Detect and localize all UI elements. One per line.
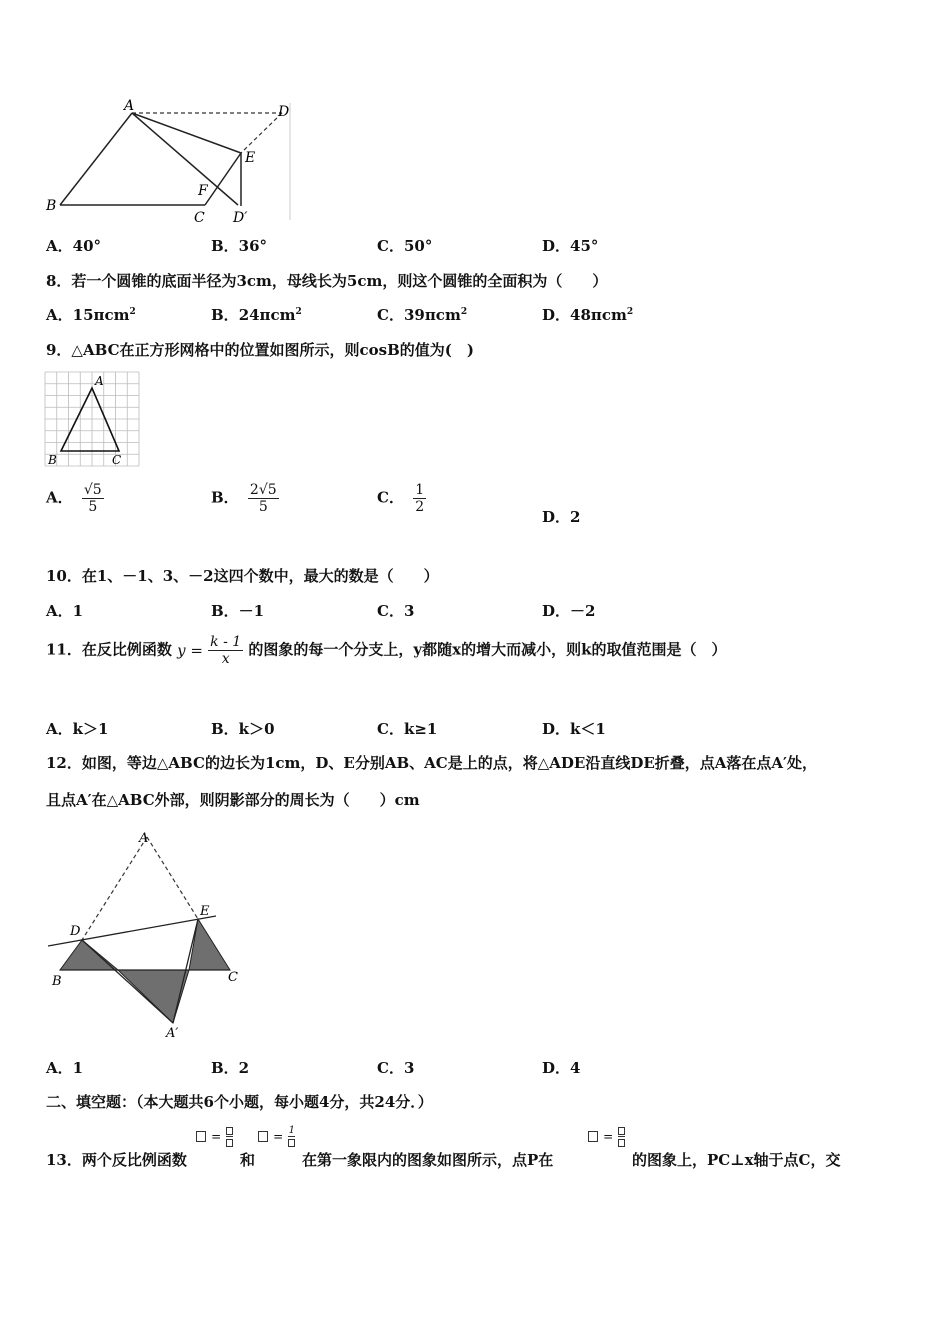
- fig7-line-ce: [205, 153, 241, 205]
- missing-glyph-icon: [618, 1127, 625, 1135]
- q13-mid: 在第一象限内的图象如图所示，点P在: [302, 1151, 554, 1169]
- fig7-label-c: C: [194, 210, 205, 226]
- fig7-label-b: B: [46, 198, 57, 214]
- q7-option-c: C．50°: [377, 237, 433, 255]
- q8-option-d: D．48πcm$^2$: [542, 306, 634, 324]
- q10-option-c: C．3: [377, 602, 415, 620]
- missing-glyph-icon: [226, 1139, 233, 1147]
- q10-option-a: A．1: [46, 602, 84, 620]
- q11-option-d: D．k＜1: [542, 720, 606, 738]
- q8-option-b: B．24πcm$^2$: [211, 306, 302, 324]
- q13-prefix: 13．两个反比例函数: [46, 1151, 187, 1169]
- q12-line-ac-dashed: [147, 837, 198, 919]
- missing-glyph-icon: [618, 1139, 625, 1147]
- missing-glyph-icon: [288, 1139, 295, 1147]
- q9-triangle-abc: [61, 388, 119, 451]
- fig7-label-f: F: [198, 183, 208, 199]
- fig7-label-e: E: [245, 150, 256, 166]
- fig7-label-d-prime: D′: [233, 210, 248, 226]
- q13-function-2: = 1: [258, 1125, 295, 1148]
- q12-text-line1: 12．如图，等边△ABC的边长为1cm，D、E分别AB、AC是上的点，将△ADE沿直线DE折叠，点A落在点A′处，: [46, 754, 818, 772]
- q9-option-b: B． $\frac{2√5}{5}$: [211, 482, 277, 515]
- q12-label-b: B: [52, 974, 62, 989]
- q12-option-b: B．2: [211, 1059, 250, 1077]
- q10-option-b: B．－1: [211, 602, 265, 620]
- q11-text: 11．在反比例函数 y = $\frac{k - 1}{x}$ 的图象的每一个分支上，y都随x的增大而减小，则k的取值范围是（ ）: [46, 634, 727, 667]
- fig7-line-de: [241, 113, 282, 153]
- q9-option-c: C． $\frac{1}{2}$: [377, 482, 425, 515]
- q13-function-3: =: [588, 1125, 625, 1148]
- q7-figure: [40, 98, 300, 228]
- q12-text-line2: 且点A′在△ABC外部，则阴影部分的周长为（ ）cm: [46, 791, 420, 809]
- q9-label-b: B: [48, 453, 57, 467]
- q10-option-d: D．－2: [542, 602, 596, 620]
- missing-glyph-icon: [588, 1131, 598, 1142]
- missing-glyph-icon: [196, 1131, 206, 1142]
- q7-option-d: D．45°: [542, 237, 599, 255]
- q9-grid-figure: [44, 371, 142, 469]
- q12-shaded-right: [189, 919, 230, 970]
- q9-label-a: A: [95, 374, 104, 388]
- q12-option-a: A．1: [46, 1059, 84, 1077]
- q8-option-a: A．15πcm$^2$: [46, 306, 136, 324]
- q12-label-a-prime: A′: [166, 1026, 179, 1040]
- q8-option-c: C．39πcm$^2$: [377, 306, 468, 324]
- q9-label-c: C: [112, 453, 122, 467]
- missing-glyph-icon: [258, 1131, 268, 1142]
- q12-label-c: C: [228, 970, 238, 985]
- q12-shaded-bottom: [118, 970, 189, 1023]
- q12-figure: [40, 825, 250, 1040]
- q9-option-d: D．2: [542, 508, 581, 526]
- fig7-label-a: A: [124, 98, 135, 114]
- q11-option-b: B．k＞0: [211, 720, 275, 738]
- q10-text: 10．在1、－1、3、－2这四个数中，最大的数是（ ）: [46, 567, 439, 585]
- section2-heading: 二、填空题：（本大题共6个小题，每小题4分，共24分．）: [46, 1093, 433, 1111]
- q9-text: 9．△ABC在正方形网格中的位置如图所示，则cosB的值为( ): [46, 341, 474, 359]
- fig7-line-ae: [132, 113, 241, 153]
- fig7-line-ad-prime: [132, 113, 238, 205]
- q8-text: 8．若一个圆锥的底面半径为3cm，母线长为5cm，则这个圆锥的全面积为（ ）: [46, 272, 608, 290]
- q13-suffix: 的图象上，PC⊥x轴于点C，交: [632, 1151, 841, 1169]
- q12-line-ab-dashed: [82, 837, 147, 940]
- q12-label-e: E: [200, 904, 210, 919]
- q11-option-c: C．k≥1: [377, 720, 438, 738]
- fig7-label-d: D: [278, 104, 290, 120]
- fig7-line-ab: [60, 113, 132, 205]
- q13-and: 和: [240, 1151, 256, 1169]
- q12-option-d: D．4: [542, 1059, 581, 1077]
- q7-option-b: B．36°: [211, 237, 268, 255]
- q7-option-a: A．40°: [46, 237, 102, 255]
- q9-option-a: A． $\frac{√5}{5}$: [46, 482, 102, 515]
- q12-label-d: D: [70, 924, 81, 939]
- missing-glyph-icon: [226, 1127, 233, 1135]
- q12-label-a: A: [139, 831, 149, 846]
- q12-option-c: C．3: [377, 1059, 415, 1077]
- q11-option-a: A．k＞1: [46, 720, 109, 738]
- q13-function-1: =: [196, 1125, 233, 1148]
